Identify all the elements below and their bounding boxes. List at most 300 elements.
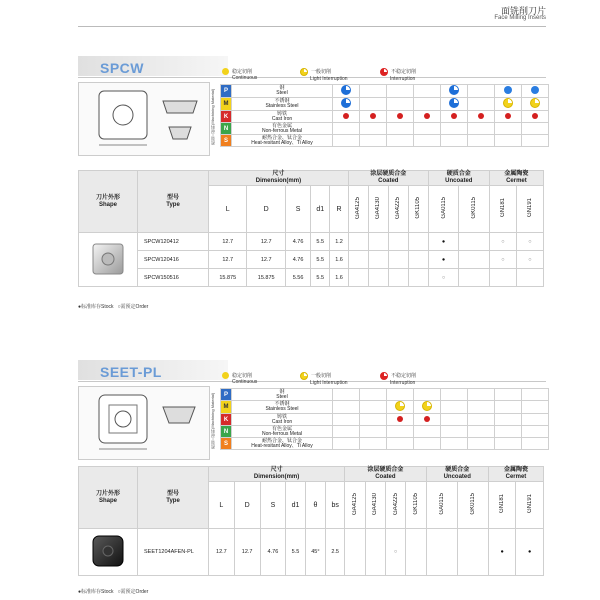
order-mark: ○	[528, 238, 532, 245]
availability-cell	[365, 529, 385, 576]
material-name-cn: 不锈钢	[274, 98, 290, 104]
order-mark: ○	[393, 549, 398, 555]
material-code: S	[221, 135, 232, 147]
red-dot-icon	[532, 113, 538, 119]
availability-cell	[408, 233, 428, 251]
insert-image-cell	[79, 529, 138, 576]
order-note: ○需预定Order	[117, 589, 149, 595]
grade-label	[457, 482, 488, 529]
dimension-value: 12.7	[247, 233, 285, 251]
material-grade-cell	[522, 135, 549, 147]
material-row	[221, 123, 549, 135]
grade-label	[428, 186, 459, 233]
table-header-row	[79, 467, 544, 482]
material-grade-cell	[495, 401, 522, 414]
material-grade-cell	[333, 111, 360, 123]
table-row	[79, 269, 544, 287]
material-grade-cell	[522, 85, 549, 98]
type-header	[138, 467, 209, 529]
red-dot-icon	[424, 416, 430, 422]
material-grade-cell	[414, 98, 441, 111]
shape-header-en: Shape	[98, 201, 117, 208]
dimension-value: 4.76	[285, 233, 310, 251]
material-grade-cell	[441, 111, 468, 123]
stock-mark: ●	[441, 256, 446, 263]
material-grade-cell	[360, 426, 387, 438]
material-grade-cell	[387, 389, 414, 401]
material-name	[232, 389, 333, 401]
material-grade-cell	[495, 426, 522, 438]
material-name	[232, 438, 333, 450]
yellow-pie-icon	[395, 401, 405, 411]
type-header-en: Type	[166, 201, 180, 208]
dimension-value: 5.5	[311, 251, 330, 269]
material-name-cn: 耐热合金、钛合金	[261, 134, 302, 141]
dimension-label: D	[234, 482, 260, 529]
material-name-en: Non-ferrous Metal	[261, 430, 302, 437]
material-name	[232, 426, 333, 438]
dimension-value: 15.875	[209, 269, 247, 287]
material-row	[221, 414, 549, 426]
material-name-en: Cast Iron	[271, 418, 293, 425]
availability-cell	[406, 529, 426, 576]
material-name-en: Heat-resitant Alloy、Ti Alloy	[251, 139, 313, 146]
availability-cell	[368, 233, 388, 251]
material-name-en: Stainless Steel	[265, 103, 299, 109]
dimension-label: θ	[305, 482, 326, 529]
material-name	[232, 111, 333, 123]
red-dot-icon	[343, 113, 349, 119]
yellow-dot	[222, 68, 229, 75]
stock-note: ●标准库存Stock	[78, 304, 114, 310]
availability-cell	[348, 251, 368, 269]
material-grade-cell	[495, 414, 522, 426]
legend-en: Continuous	[232, 379, 258, 385]
uncoated-header	[426, 467, 488, 482]
legend-item	[300, 372, 348, 386]
legend-cn: 不稳定切削	[391, 373, 417, 380]
availability-cell	[516, 269, 543, 287]
availability-cell	[457, 529, 488, 576]
legend-cn: 一般切削	[311, 69, 332, 76]
material-name	[232, 414, 333, 426]
order-note: ○需预定Order	[117, 304, 149, 310]
grade-label	[365, 482, 385, 529]
legend-en: Continuous	[232, 75, 258, 81]
material-grade-cell	[522, 389, 549, 401]
yellow-dot	[222, 372, 229, 379]
legend-en: Light Interruption	[310, 380, 348, 386]
material-grade-cell	[441, 401, 468, 414]
material-grade-cell	[495, 123, 522, 135]
grade-name: GN181	[499, 198, 506, 218]
red-dot-icon	[505, 113, 511, 119]
availability-cell	[345, 529, 365, 576]
grade-name: GA4130	[372, 492, 379, 516]
availability-cell	[348, 269, 368, 287]
material-grade-cell	[441, 98, 468, 111]
cermet-header-en: Cermet	[506, 178, 527, 184]
availability-cell	[459, 233, 490, 251]
material-grade-cell	[441, 414, 468, 426]
availability-cell	[426, 529, 457, 576]
legend-cn: 一般切削	[311, 373, 332, 380]
dimension-value: 5.56	[285, 269, 310, 287]
dimension-header	[209, 467, 345, 482]
material-row	[221, 401, 549, 414]
material-grade-cell	[468, 389, 495, 401]
material-grade-cell	[522, 111, 549, 123]
availability-cell	[428, 251, 459, 269]
pie-icon	[300, 372, 308, 380]
stock-note: ●标准库存Stock	[78, 589, 114, 595]
material-grade-cell	[414, 111, 441, 123]
legend-cn: 稳定切削	[232, 372, 253, 379]
order-mark: ○	[501, 238, 505, 245]
dimension-value: 1.6	[330, 251, 349, 269]
grade-name: GK1105	[415, 197, 422, 219]
material-grade-cell	[522, 123, 549, 135]
table-row	[79, 233, 544, 251]
material-grade-cell	[360, 98, 387, 111]
dimension-value: 12.7	[209, 233, 247, 251]
material-name-cn: 铸铁	[276, 413, 287, 420]
grade-name: GA4130	[375, 196, 382, 220]
grade-label	[345, 482, 365, 529]
material-row	[221, 98, 549, 111]
order-mark: ○	[501, 256, 505, 263]
material-side-label: 被加工材料(Machining Material)	[210, 88, 215, 146]
material-row	[221, 135, 549, 147]
dimension-value: 12.7	[247, 251, 285, 269]
material-grade-cell	[468, 111, 495, 123]
insert-drawing	[79, 387, 207, 457]
dimension-label: R	[330, 186, 349, 233]
header-title-en: Face Milling Inserts	[494, 15, 546, 21]
grade-name: GA0115	[438, 493, 445, 515]
type-header-en: Type	[166, 497, 180, 504]
availability-cell	[489, 251, 516, 269]
material-grade-cell	[414, 123, 441, 135]
dimension-label: S	[260, 482, 286, 529]
dimension-value: 2.5	[326, 529, 345, 576]
material-name-en: Steel	[276, 90, 288, 96]
red-dot-icon	[478, 113, 484, 119]
pie-icon	[341, 98, 351, 108]
material-row	[221, 85, 549, 98]
shape-header-en: Shape	[98, 497, 117, 504]
material-grade-cell	[414, 85, 441, 98]
material-grade-cell	[333, 389, 360, 401]
material-grade-cell	[414, 389, 441, 401]
availability-cell	[348, 233, 368, 251]
availability-cell	[516, 251, 543, 269]
grade-name: GA4125	[355, 196, 362, 220]
dimension-value: 4.76	[285, 251, 310, 269]
material-name-cn: 钢	[279, 388, 285, 395]
material-name-cn: 有色金属	[271, 425, 292, 432]
uncoated-header-en: Uncoated	[443, 474, 471, 480]
material-grade-cell	[333, 426, 360, 438]
material-grade-cell	[495, 85, 522, 98]
availability-cell	[388, 269, 408, 287]
grade-label	[459, 186, 490, 233]
availability-cell	[459, 269, 490, 287]
material-grade-cell	[441, 426, 468, 438]
table-header-row	[79, 171, 544, 186]
dimension-label: L	[209, 482, 235, 529]
availability-cell	[459, 251, 490, 269]
pie-icon	[300, 68, 308, 76]
availability-legend	[78, 588, 148, 595]
material-row	[221, 111, 549, 123]
material-grade-cell	[387, 426, 414, 438]
dimension-value: 5.5	[286, 529, 305, 576]
legend-en: Light Interruption	[310, 76, 348, 82]
material-name	[232, 123, 333, 135]
availability-cell	[368, 269, 388, 287]
material-grade-cell	[414, 135, 441, 147]
insert-table	[78, 466, 544, 576]
grade-label	[489, 186, 516, 233]
material-grade-cell	[495, 389, 522, 401]
material-grade-cell	[414, 426, 441, 438]
material-grade-cell	[360, 85, 387, 98]
availability-legend	[78, 303, 148, 310]
coated-header-cn: 涂层硬质合金	[367, 467, 404, 473]
coated-header	[348, 171, 428, 186]
material-grade-cell	[468, 426, 495, 438]
table-row	[79, 529, 544, 576]
coated-header-cn: 涂层硬质合金	[370, 171, 407, 177]
red-dot-icon	[424, 113, 430, 119]
material-code: P	[221, 85, 232, 98]
availability-cell	[428, 233, 459, 251]
material-name	[232, 85, 333, 98]
material-grade-cell	[333, 401, 360, 414]
material-grade-cell	[468, 123, 495, 135]
grade-name: GN191	[526, 494, 533, 514]
dimension-header-en: Dimension(mm)	[253, 474, 300, 480]
grade-label	[408, 186, 428, 233]
material-grade-cell	[441, 438, 468, 450]
material-grade-cell	[414, 414, 441, 426]
material-grade-cell	[522, 414, 549, 426]
stock-mark: ●	[500, 549, 504, 555]
grade-label	[385, 482, 405, 529]
availability-cell	[388, 251, 408, 269]
material-grade-cell	[333, 438, 360, 450]
type-header-cn: 型号	[166, 194, 179, 201]
insert-diagram	[78, 386, 210, 460]
material-row	[221, 389, 549, 401]
material-code: N	[221, 123, 232, 135]
material-name-en: Non-ferrous Metal	[261, 127, 302, 134]
material-name-en: Heat-resitant Alloy、Ti Alloy	[251, 442, 313, 449]
legend-en: Interruption	[390, 380, 416, 386]
order-mark: ○	[441, 274, 446, 281]
availability-cell	[408, 251, 428, 269]
dimension-label: L	[209, 186, 247, 233]
material-name-en: Cast Iron	[271, 115, 293, 122]
insert-drawing	[79, 83, 207, 153]
pie-icon	[449, 98, 459, 108]
material-grade-cell	[333, 123, 360, 135]
material-grade-cell	[495, 135, 522, 147]
material-name	[232, 135, 333, 147]
material-row	[221, 438, 549, 450]
material-grade-cell	[522, 438, 549, 450]
shape-header	[79, 171, 138, 233]
header-divider	[78, 26, 546, 27]
cermet-header	[489, 171, 543, 186]
cermet-header	[488, 467, 543, 482]
material-grade-cell	[414, 401, 441, 414]
blue-dot-icon	[531, 86, 539, 94]
insert-type: SEET1204AFEN-PL	[138, 529, 209, 576]
dimension-value: 12.7	[209, 251, 247, 269]
dimension-header	[209, 171, 349, 186]
material-name	[232, 98, 333, 111]
grade-label	[348, 186, 368, 233]
shape-header	[79, 467, 138, 529]
section-title: SEET-PL	[100, 364, 162, 380]
red-pie-icon	[380, 68, 388, 76]
legend-item	[300, 68, 348, 82]
shape-header-cn: 刀片外形	[95, 490, 120, 497]
material-grade-cell	[387, 111, 414, 123]
legend-item	[380, 68, 416, 82]
material-grade-cell	[468, 98, 495, 111]
material-grade-cell	[360, 389, 387, 401]
pie-icon	[341, 85, 351, 95]
material-grade-cell	[360, 111, 387, 123]
dimension-value: 1.6	[330, 269, 349, 287]
material-grade-cell	[468, 438, 495, 450]
dimension-value: 5.5	[311, 269, 330, 287]
grade-name: GA4225	[392, 492, 399, 516]
dimension-value: 5.5	[311, 233, 330, 251]
grade-label	[516, 186, 543, 233]
availability-cell	[488, 529, 515, 576]
material-name	[232, 401, 333, 414]
legend-item	[380, 372, 416, 386]
dimension-label: d1	[286, 482, 305, 529]
availability-cell	[388, 233, 408, 251]
grade-name: GA4225	[395, 196, 402, 220]
red-dot-icon	[451, 113, 457, 119]
legend-cn: 稳定切削	[232, 68, 253, 75]
uncoated-header-en: Uncoated	[445, 178, 473, 184]
material-code: P	[221, 389, 232, 401]
material-code: K	[221, 111, 232, 123]
dimension-value: 12.7	[234, 529, 260, 576]
grade-name: GA4125	[351, 492, 358, 516]
material-code: M	[221, 98, 232, 111]
stock-mark: ●	[441, 238, 446, 245]
material-grade-cell	[387, 98, 414, 111]
red-pie-icon	[380, 372, 388, 380]
material-grade-cell	[495, 111, 522, 123]
availability-cell	[428, 269, 459, 287]
grade-name: GK1105	[412, 493, 419, 515]
grade-label	[488, 482, 515, 529]
grade-name: GN181	[499, 494, 506, 514]
material-code: K	[221, 414, 232, 426]
material-grade-cell	[360, 135, 387, 147]
legend-cn: 不稳定切削	[391, 69, 417, 76]
dimension-header-cn: 尺寸	[270, 467, 283, 473]
material-table	[220, 84, 549, 147]
availability-cell	[368, 251, 388, 269]
insert-type: SPCW150516	[138, 269, 209, 287]
material-grade-cell	[441, 123, 468, 135]
type-header-cn: 型号	[166, 490, 179, 497]
uncoated-header-cn: 硬质合金	[445, 467, 470, 473]
material-grade-cell	[468, 401, 495, 414]
material-grade-cell	[360, 438, 387, 450]
material-name-cn: 有色金属	[271, 122, 292, 129]
material-row	[221, 426, 549, 438]
red-dot-icon	[397, 113, 403, 119]
material-code: S	[221, 438, 232, 450]
dimension-header-en: Dimension(mm)	[255, 178, 302, 184]
insert-image-cell	[79, 233, 138, 287]
grade-name: GK0115	[471, 197, 478, 219]
material-grade-cell	[522, 98, 549, 111]
material-name-en: Stainless Steel	[265, 406, 299, 412]
material-code: M	[221, 401, 232, 414]
material-grade-cell	[441, 389, 468, 401]
material-grade-cell	[387, 414, 414, 426]
yellow-pie-icon	[422, 401, 432, 411]
material-grade-cell	[333, 135, 360, 147]
availability-cell	[385, 529, 405, 576]
material-grade-cell	[522, 401, 549, 414]
material-grade-cell	[360, 123, 387, 135]
availability-cell	[489, 269, 516, 287]
red-dot-icon	[370, 113, 376, 119]
insert-type: SPCW120416	[138, 251, 209, 269]
dimension-label: S	[285, 186, 310, 233]
material-grade-cell	[468, 135, 495, 147]
material-side-label: 被加工材料(Machining Material)	[210, 392, 215, 450]
material-code: N	[221, 426, 232, 438]
grade-name: GK0115	[469, 493, 476, 515]
grade-name: GA0115	[440, 197, 447, 219]
material-name-cn: 不锈钢	[274, 401, 290, 407]
material-grade-cell	[468, 414, 495, 426]
cermet-header-cn: 金属陶瓷	[503, 467, 528, 473]
grade-label	[406, 482, 426, 529]
grade-label	[516, 482, 544, 529]
grade-label	[426, 482, 457, 529]
material-name-en: Steel	[276, 393, 288, 400]
spcw-insert-image	[89, 240, 127, 278]
material-grade-cell	[522, 426, 549, 438]
table-row	[79, 251, 544, 269]
availability-cell	[489, 233, 516, 251]
dimension-value: 4.76	[260, 529, 286, 576]
grade-label	[368, 186, 388, 233]
material-name-cn: 铸铁	[276, 110, 287, 117]
order-mark: ○	[528, 256, 532, 263]
material-name-cn: 钢	[279, 85, 285, 91]
type-header	[138, 171, 209, 233]
insert-type: SPCW120412	[138, 233, 209, 251]
material-table	[220, 388, 549, 450]
dimension-value: 1.2	[330, 233, 349, 251]
